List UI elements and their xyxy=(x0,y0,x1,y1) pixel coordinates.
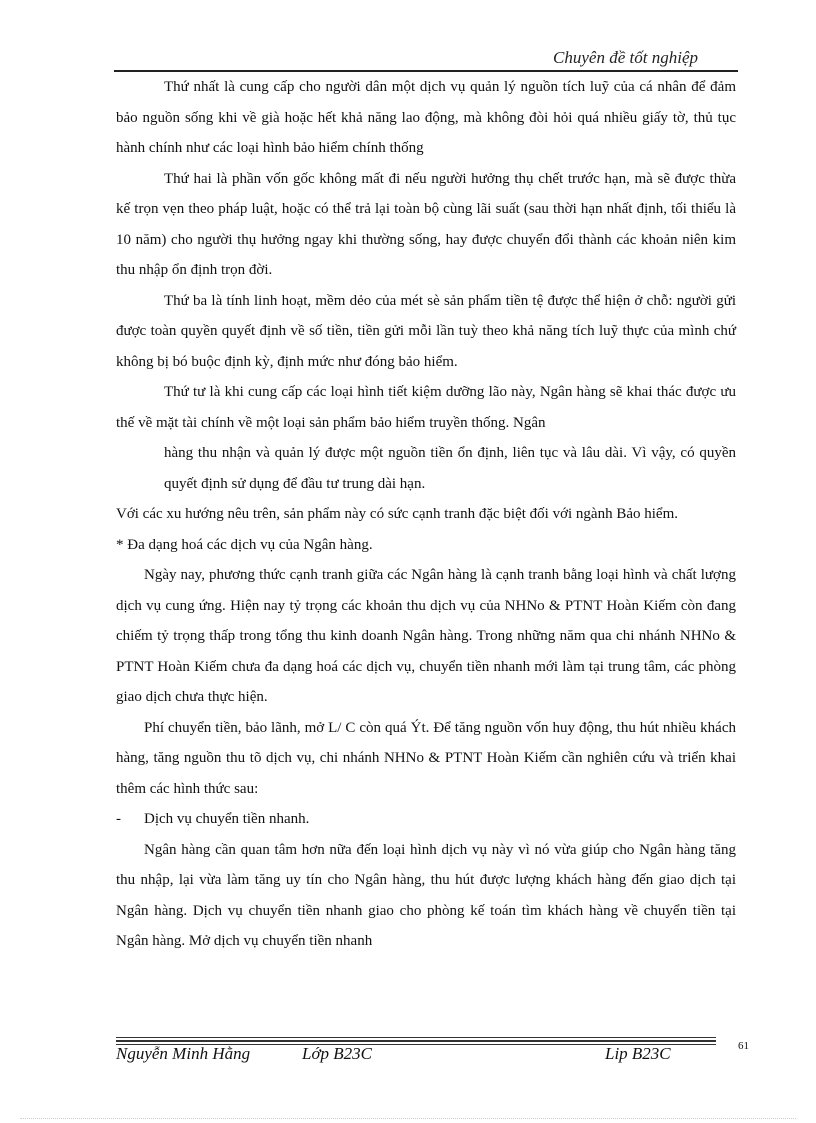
footer-author: Nguyễn Minh Hằng xyxy=(116,1044,251,1063)
list-item xyxy=(116,804,736,835)
paragraph-4-continued: hàng thu nhận và quản lý được một nguồn tiền ổn định, liên tục và lâu dài. Vì vậy, có quyền quyết định sử dụng để đầu tư trung dài hạn. xyxy=(164,445,736,492)
paragraph-2: Thứ hai là phần vốn gốc không mất đi nếu người hưởng thụ chết trước hạn, mà sẽ được thừa kế trọn vẹn theo pháp luật, hoặc có thể trả lại toàn bộ cùng lãi suất (sau thời hạn nhất định, tối thiểu là 10 năm) cho người thụ hưởng ngay khi thường sống, hay được chuyển đổi thành các khoản niên kim thu nhập ổn định trọn đời. xyxy=(116,170,736,278)
list-dash: - xyxy=(116,811,121,827)
paragraph-8: Ngân hàng cần quan tâm hơn nữa đến loại hình dịch vụ này vì nó vừa giúp cho Ngân hàng tăng thu nhập, lại vừa làm tăng uy tín cho Ngân hàng, thu hút được lượng khách hàng đến giao dịch tại Ngân hàng. Dịch vụ chuyển tiền nhanh giao cho phòng kế toán tìm khách hàng về chuyển tiền tại Ngân hàng. Mở dịch vụ chuyển tiền nhanh xyxy=(116,841,736,949)
page-number: 61 xyxy=(738,1040,749,1052)
page-edge xyxy=(20,1118,796,1119)
list-item-text: Dịch vụ chuyển tiền nhanh. xyxy=(144,811,310,827)
paragraph-7: Phí chuyển tiền, bảo lãnh, mở L/ C còn quá Ýt. Để tăng nguồn vốn huy động, thu hút nhiều khách hàng, tăng nguồn thu tõ dịch vụ, chi nhánh NHNo & PTNT Hoàn Kiếm cần nghiên cứu và triển khai thêm các hình thức sau: xyxy=(116,719,736,797)
section-heading: * Đa dạng hoá các dịch vụ của Ngân hàng. xyxy=(116,536,373,553)
paragraph-3: Thứ ba là tính linh hoạt, mềm dẻo của mét sè sản phẩm tiền tệ được thể hiện ở chỗ: người gửi được toàn quyền quyết định về số tiền, tiền gửi mỗi lần tuỳ theo khả năng tích luỹ thực của mình chứ không bị bó buộc định kỳ, định mức như đóng bảo hiểm. xyxy=(116,292,736,370)
paragraph-5: Với các xu hướng nêu trên, sản phẩm này có sức cạnh tranh đặc biệt đối với ngành Bảo hiểm. xyxy=(116,506,678,522)
paragraph-1: Thứ nhất là cung cấp cho người dân một dịch vụ quản lý nguồn tích luỹ của cá nhân để đảm bảo nguồn sống khi về già hoặc hết khả năng lao động, mà không đòi hỏi quá nhiều giấy tờ, thủ tục hành chính như các loại hình bảo hiểm chính thống xyxy=(116,79,736,156)
footer-rule xyxy=(116,1037,716,1038)
footer-class: Lớp B23C xyxy=(302,1044,373,1063)
document-body xyxy=(116,72,736,957)
paragraph-4: Thứ tư là khi cung cấp các loại hình tiết kiệm dưỡng lão này, Ngân hàng sẽ khai thác được ưu thế về mặt tài chính về một loại sản phẩm bảo hiểm truyền thống. Ngân xyxy=(116,384,736,431)
header-title: Chuyên đề tốt nghiệp xyxy=(553,48,698,67)
paragraph-6: Ngày nay, phương thức cạnh tranh giữa các Ngân hàng là cạnh tranh bằng loại hình và chất lượng dịch vụ cung ứng. Hiện nay tỷ trọng các khoản thu dịch vụ của NHNo & PTNT Hoàn Kiếm còn đang chiếm tỷ trọng thấp trong tổng thu kinh doanh Ngân hàng. Trong những năm qua chi nhánh NHNo & PTNT Hoàn Kiếm chưa đa dạng hoá các dịch vụ, chuyển tiền nhanh mới làm tại trung tâm, các phòng giao dịch chưa thực hiện. xyxy=(116,567,736,705)
footer-class-2: Lip B23C xyxy=(605,1044,671,1063)
footer-rule xyxy=(116,1040,716,1042)
